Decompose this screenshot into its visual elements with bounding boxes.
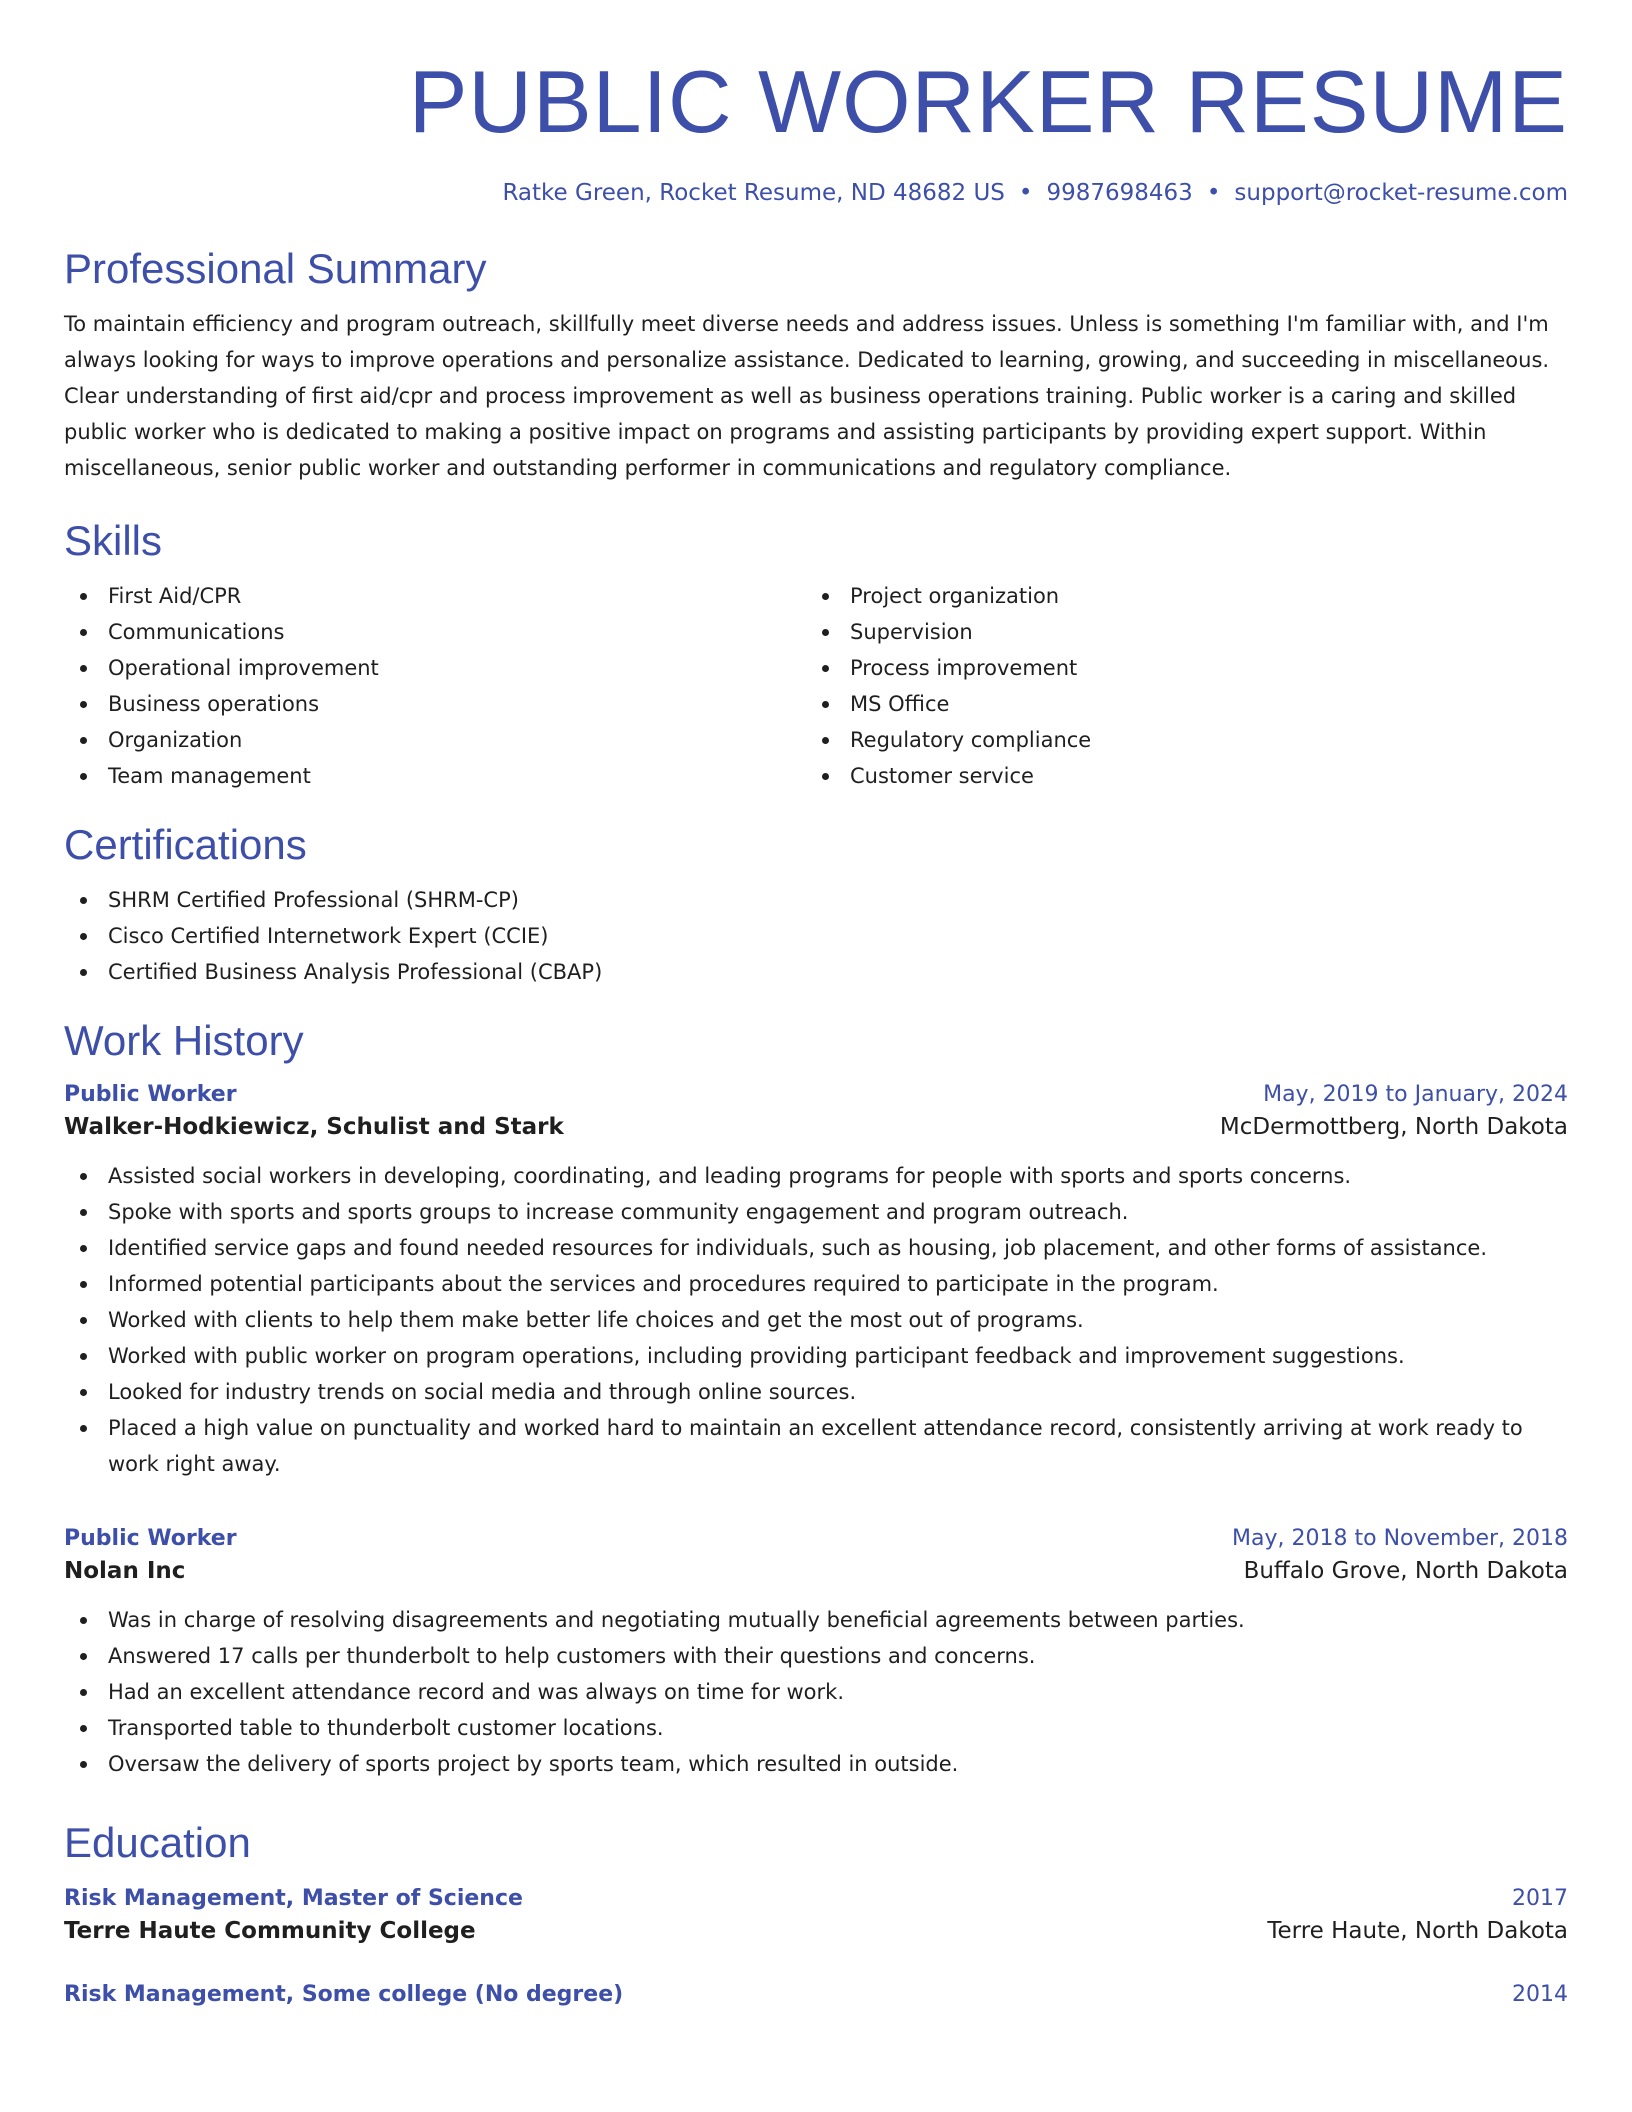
job-duty: Looked for industry trends on social media and through online sources. [64, 1374, 1568, 1410]
skill-item: Regulatory compliance [806, 722, 1548, 758]
job-location: Buffalo Grove, North Dakota [1243, 1558, 1568, 1584]
skill-item: Business operations [64, 686, 806, 722]
skills-column-right [806, 578, 1548, 794]
skills-heading: Skills [64, 517, 163, 564]
job-duties-list [64, 1158, 1568, 1482]
skill-item: Communications [64, 614, 806, 650]
certifications-list [64, 882, 1568, 990]
job-duty: Spoke with sports and sports groups to increase community engagement and program outreach. [64, 1194, 1568, 1230]
education-year: 2017 [1512, 1886, 1568, 1911]
job-duty: Was in charge of resolving disagreements and negotiating mutually beneficial agreements between parties. [64, 1602, 1568, 1638]
contact-email[interactable]: support@rocket-resume.com [1234, 180, 1568, 206]
skill-item: Project organization [806, 578, 1548, 614]
job-title: Public Worker [64, 1526, 237, 1551]
resume-page [64, 0, 1568, 2010]
job-duty: Assisted social workers in developing, coordinating, and leading programs for people with sports and sports concerns. [64, 1158, 1568, 1194]
skill-item: MS Office [806, 686, 1548, 722]
job-employer-row [64, 1110, 1568, 1144]
contact-line [64, 178, 1568, 208]
job-dates: May, 2019 to January, 2024 [1263, 1082, 1568, 1107]
contact-separator: • [1018, 180, 1033, 206]
job-duty: Worked with clients to help them make better life choices and get the most out of programs. [64, 1302, 1568, 1338]
job-header-row [64, 1524, 1568, 1554]
job-duty: Answered 17 calls per thunderbolt to help customers with their questions and concerns. [64, 1638, 1568, 1674]
job-employer: Walker-Hodkiewicz, Schulist and Stark [64, 1114, 564, 1140]
education-entry [64, 1884, 1568, 1948]
contact-address: Ratke Green, Rocket Resume, ND 48682 US [502, 180, 1005, 206]
job-entry [64, 1524, 1568, 1782]
education-school-row [64, 1914, 1568, 1948]
work-history-heading: Work History [64, 1017, 304, 1064]
skills-column-left [64, 578, 806, 794]
job-title: Public Worker [64, 1082, 237, 1107]
skill-item: Operational improvement [64, 650, 806, 686]
certifications-heading: Certifications [64, 821, 307, 868]
job-entry [64, 1080, 1568, 1482]
certification-item: Cisco Certified Internetwork Expert (CCIE) [64, 918, 1568, 954]
job-employer: Nolan Inc [64, 1558, 186, 1584]
job-employer-row [64, 1554, 1568, 1588]
job-header-row [64, 1080, 1568, 1110]
certification-item: SHRM Certified Professional (SHRM-CP) [64, 882, 1568, 918]
education-entry [64, 1980, 1568, 2010]
skill-item: Process improvement [806, 650, 1548, 686]
skills-list-right [806, 578, 1548, 794]
job-duty: Placed a high value on punctuality and worked hard to maintain an excellent attendance record, consistently arriving at work ready to work right away. [64, 1410, 1568, 1482]
skill-item: First Aid/CPR [64, 578, 806, 614]
summary-heading: Professional Summary [64, 245, 487, 292]
education-location: Terre Haute, North Dakota [1267, 1918, 1568, 1944]
job-duty: Oversaw the delivery of sports project by sports team, which resulted in outside. [64, 1746, 1568, 1782]
education-degree: Risk Management, Master of Science [64, 1886, 523, 1911]
skill-item: Organization [64, 722, 806, 758]
resume-title: PUBLIC WORKER RESUME [408, 52, 1568, 151]
skills-list-left [64, 578, 806, 794]
job-duty: Transported table to thunderbolt customer locations. [64, 1710, 1568, 1746]
education-degree: Risk Management, Some college (No degree) [64, 1982, 624, 2007]
skill-item: Supervision [806, 614, 1548, 650]
skill-item: Customer service [806, 758, 1548, 794]
certification-item: Certified Business Analysis Professional (CBAP) [64, 954, 1568, 990]
job-duty: Had an excellent attendance record and was always on time for work. [64, 1674, 1568, 1710]
job-duty: Identified service gaps and found needed resources for individuals, such as housing, job placement, and other forms of assistance. [64, 1230, 1568, 1266]
education-degree-row [64, 1884, 1568, 1914]
contact-separator: • [1206, 180, 1221, 206]
job-location: McDermottberg, North Dakota [1219, 1114, 1568, 1140]
skill-item: Team management [64, 758, 806, 794]
skills-grid [64, 578, 1568, 794]
education-degree-row [64, 1980, 1568, 2010]
education-year: 2014 [1512, 1982, 1568, 2007]
summary-text: To maintain efficiency and program outreach, skillfully meet diverse needs and address issues. Unless is something I'm familiar with, and I'm always looking for ways to improve operations and personalize assistance. Dedicated to learning, growing, and succeeding in miscellaneous. Clear understanding of first aid/cpr and process improvement as well as business operations training. Public worker is a caring and skilled public worker who is dedicated to making a positive impact on programs and assisting participants by providing expert support. Within miscellaneous, senior public worker and outstanding performer in communications and regulatory compliance. [64, 312, 1550, 480]
contact-phone: 9987698463 [1046, 180, 1193, 206]
education-heading: Education [64, 1819, 251, 1866]
job-duties-list [64, 1602, 1568, 1782]
job-dates: May, 2018 to November, 2018 [1232, 1526, 1568, 1551]
education-school: Terre Haute Community College [64, 1918, 476, 1944]
job-duty: Informed potential participants about the services and procedures required to participate in the program. [64, 1266, 1568, 1302]
job-duty: Worked with public worker on program operations, including providing participant feedback and improvement suggestions. [64, 1338, 1568, 1374]
